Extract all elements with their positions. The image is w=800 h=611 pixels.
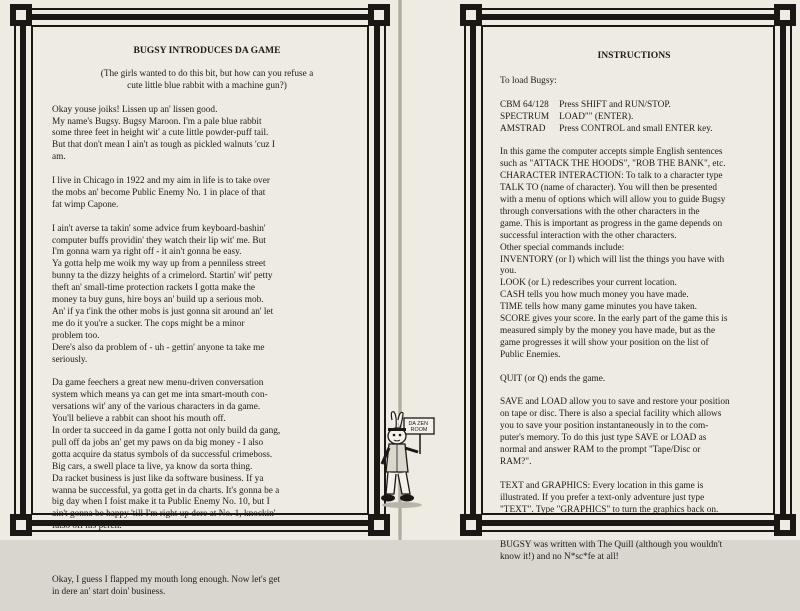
left-paragraph: Da game feechers a great new menu-driven conversation system which means ya can get me inta smart-mouth con- versations wit' any of the various characters in da game. You'll believe a rabbit can shoot his mouth off. In order ta succeed in da game I gotta not only build da gang, pull off da jobs an' get my paws on da big money - I also gotta acquire da status symbols of da successful crimeboss. Big cars, a swell place ta live, ya know da sorta thing. Da racket business is just like da software business. If ya wanna be successful, ya gotta get in da charts. It's gonna be a big day when I foist make it ta Public Enemy No. 10, but I ain't gonna be happy 'till I'm right up dere at No. 1, knockin' fatso off his perch. (52, 378, 281, 532)
text-graphics-paragraph: TEXT and GRAPHICS: Every location in this game is illustrated. If you prefer a text-only adventure just type "TEXT". Type "GRAPHICS" to turn the graphics back on. (500, 480, 719, 515)
table-row (500, 100, 723, 112)
corner-ornament (368, 514, 390, 536)
left-paragraph: I live in Chicago in 1922 and my aim in life is to take over the mobs an' become Public Enemy No. 1 in place of that fat wimp Capone. (52, 176, 270, 210)
corner-ornament (774, 4, 796, 26)
right-title: INSTRUCTIONS (597, 50, 671, 61)
corner-ornament (460, 514, 482, 536)
corner-ornament (10, 514, 32, 536)
left-title: BUGSY INTRODUCES DA GAME (133, 45, 281, 56)
credits-paragraph: BUGSY was written with The Quill (although you wouldn't know it!) and no N*sc*fe at all! (500, 540, 723, 563)
save-load-paragraph: SAVE and LOAD allow you to save and restore your position on tape or disc. There is also a special facility which allows you to save your position instantaneously in to the com- puter's memory. To do this just type SAVE or LOAD as normal and answer RAM to the prompt "Tape/Disc or RAM?". (500, 397, 730, 467)
sign-text: DA ZEN ROOM (408, 421, 428, 433)
machine-name: AMSTRAD (500, 123, 546, 134)
corner-ornament (774, 514, 796, 536)
machine-name: CBM 64/128 (500, 99, 549, 110)
left-subtitle: (The girls wanted to do this bit, but how can you refuse a cute little blue rabbit with a machine gun?) (100, 68, 314, 91)
load-instruction: LOAD"" (ENTER). (559, 111, 634, 122)
load-instruction: Press SHIFT and RUN/STOP. (559, 99, 671, 110)
machine-name: SPECTRUM (500, 111, 550, 122)
left-paragraph: I ain't averse ta takin' some advice frum keyboard-bashin' computer buffs providin' they watch their lip wit' me. But I'm gonna warn ya right off - it ain't gonna be easy. Ya gotta help me woik my way up from a penniless street bunny ta the dizzy heights of a crimelord. Startin' wit' petty theft an' small-time protection rackets I gotta make the money ta buy guns, hire boys an' build up a serious mob. An' if ya t'ink the other mobs is just gonna sit around an' let me do it you're a sucker. The cops might be a minor problem too. Dere's also da problem of - uh - gettin' anyone ta take me seriously. (52, 223, 274, 365)
load-title: To load Bugsy: (500, 75, 557, 86)
corner-ornament (460, 4, 482, 26)
left-closing: Okay, I guess I flapped my mouth long enough. Now let's get in dere an' start doin' business. (52, 575, 281, 598)
bugsy-rabbit-illustration (380, 410, 438, 510)
corner-ornament (368, 4, 390, 26)
corner-ornament (10, 4, 32, 26)
left-paragraph: Okay youse joiks! Lissen up an' lissen good. My name's Bugsy. Bugsy Maroon. I'm a pale blue rabbit some three feet in height wit' a cute little powder-puff tail. But that don't mean I ain't as tough as pickled walnuts 'cuz I am. (52, 104, 275, 163)
load-instructions-table (500, 100, 723, 136)
load-instruction: Press CONTROL and small ENTER key. (559, 123, 713, 134)
instructions-paragraph: In this game the computer accepts simple English sentences such as "ATTACK THE HOODS", "ROB THE BANK", etc. CHARACTER INTERACTION: To talk to a character type TALK TO (name of character). You will then be presented with a menu of options which will allow you to guide Bugsy through conversations with the other characters in the game. This is important as progress in the game depends on successful interaction with the other characters. Other special commands include: INVENTORY (or I) which will list the things you have with you. LOOK (or L) redescribes your current location. CASH tells you how much money you have made. TIME tells how many game minutes you have taken. SCORE gives your score. In the early part of the game this is measured simply by the money you have made, but as the game progresses it will show your position on the list of Public Enemies. (500, 147, 728, 360)
table-row (500, 124, 723, 136)
left-text-block (52, 45, 362, 611)
quit-paragraph: QUIT (or Q) ends the game. (500, 373, 606, 384)
right-text-block (500, 50, 768, 576)
table-row (500, 112, 723, 124)
